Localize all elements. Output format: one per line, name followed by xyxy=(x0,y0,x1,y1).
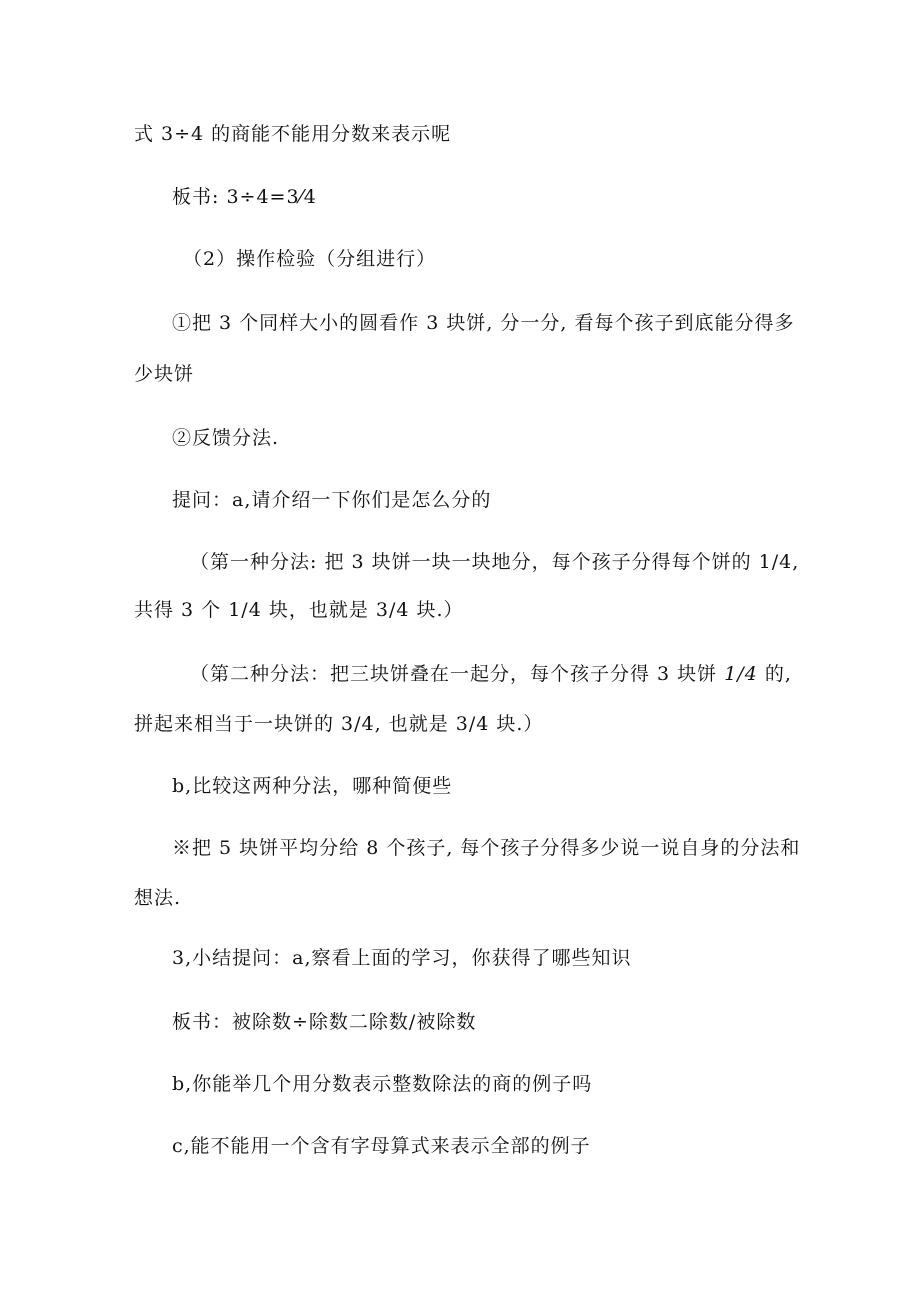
paragraph-board-note-2 xyxy=(172,1010,476,1034)
text-line: （第二种分法：把三块饼叠在一起分，每个孩子分得 3 块饼 xyxy=(190,663,725,685)
text-line: 板书：被除数÷除数二除数/被除数 xyxy=(172,1011,477,1033)
text-line: 提问：a,请介绍一下你们是怎么分的 xyxy=(172,489,492,511)
text-line: ②反馈分法. xyxy=(172,427,280,449)
paragraph-question-a xyxy=(172,488,491,512)
text-line: ①把 3 个同样大小的圆看作 3 块饼, 分一分, 看每个孩子到底能分得多 xyxy=(172,312,795,334)
text-line: 拼起来相当于一块饼的 3/4, 也就是 3/4 块.） xyxy=(134,713,544,735)
text-line: ※把 5 块饼平均分给 8 个孩子, 每个孩子分得多少说一说自身的分法和 xyxy=(172,837,801,859)
paragraph-question-c xyxy=(172,1134,591,1158)
paragraph-board-note-1 xyxy=(172,185,317,209)
text-line: 式 3÷4 的商能不能用分数来表示呢 xyxy=(134,123,452,145)
paragraph-question-b2 xyxy=(172,1072,592,1096)
text-line: 想法. xyxy=(134,887,182,909)
italic-fraction: 1/4 xyxy=(724,663,758,685)
paragraph-question-3-div-4 xyxy=(134,122,451,146)
paragraph-method-1-line-2 xyxy=(134,598,464,622)
paragraph-exercise-line-2 xyxy=(134,886,181,910)
text-line: b,你能举几个用分数表示整数除法的商的例子吗 xyxy=(172,1073,593,1095)
paragraph-summary-question xyxy=(172,946,632,970)
paragraph-step-1-line-1 xyxy=(172,311,795,335)
paragraph-method-2-line-1 xyxy=(190,662,792,686)
paragraph-step-1-line-2 xyxy=(134,362,194,386)
paragraph-question-b xyxy=(172,774,452,798)
paragraph-section-heading xyxy=(183,247,436,271)
paragraph-method-2-line-2 xyxy=(134,712,543,736)
paragraph-exercise-line-1 xyxy=(172,836,800,860)
text-line: （2）操作检验（分组进行） xyxy=(183,248,437,270)
paragraph-method-1-line-1 xyxy=(190,550,799,574)
text-line: 3,小结提问：a,察看上面的学习，你获得了哪些知识 xyxy=(172,947,632,969)
text-line: 少块饼 xyxy=(134,363,195,385)
text-line: 板书: 3÷4=3⁄4 xyxy=(172,186,317,208)
text-line: b,比较这两种分法，哪种简便些 xyxy=(172,775,453,797)
text-line: （第一种分法: 把 3 块饼一块一块地分，每个孩子分得每个饼的 1/4, xyxy=(190,551,800,573)
text-line: 的, xyxy=(757,663,792,685)
paragraph-step-2 xyxy=(172,426,279,450)
text-line: 共得 3 个 1/4 块，也就是 3/4 块.） xyxy=(134,599,464,621)
text-line: c,能不能用一个含有字母算式来表示全部的例子 xyxy=(172,1135,591,1157)
